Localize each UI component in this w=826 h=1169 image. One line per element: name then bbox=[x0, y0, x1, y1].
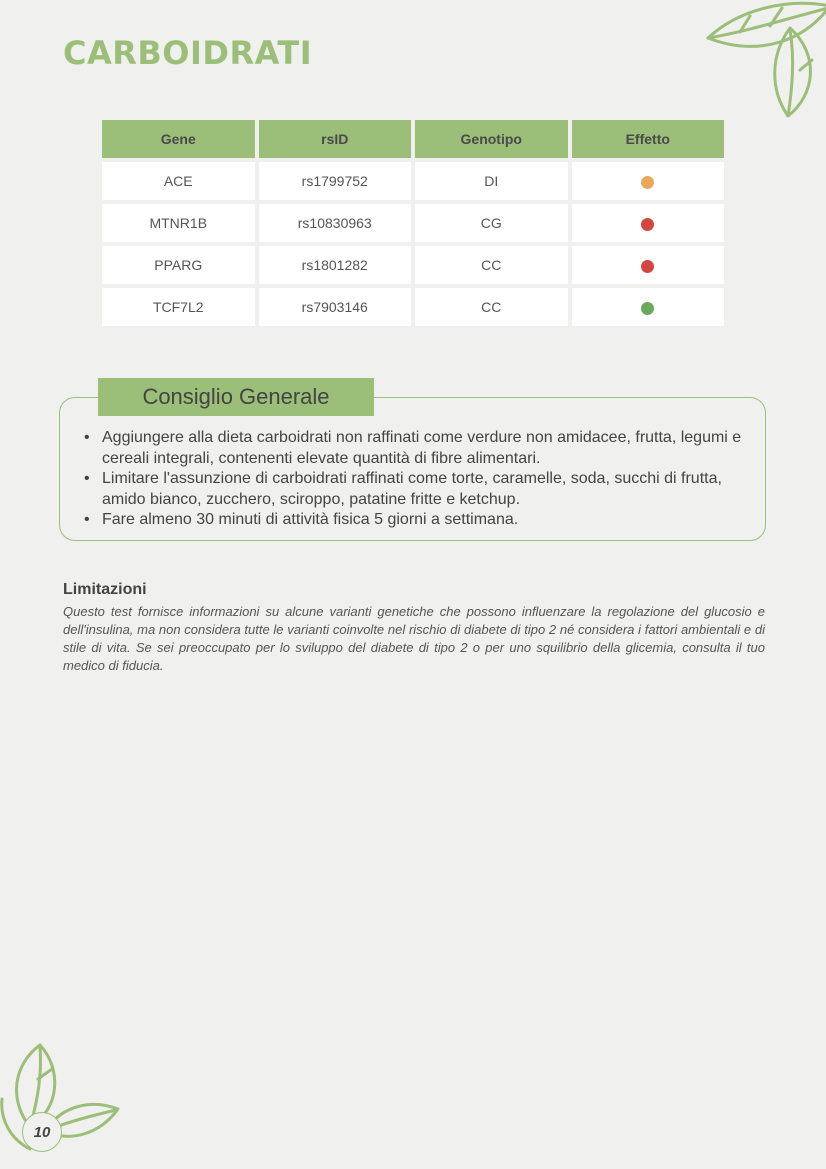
genotipo-cell: DI bbox=[415, 162, 568, 200]
rsid-cell: rs1801282 bbox=[259, 246, 412, 284]
table-header-row bbox=[102, 120, 724, 158]
rsid-cell: rs7903146 bbox=[259, 288, 412, 326]
gene-cell: PPARG bbox=[102, 246, 255, 284]
table-row bbox=[102, 162, 724, 200]
advice-item: • Fare almeno 30 minuti di attività fisica 5 giorni a settimana. bbox=[82, 510, 748, 531]
gene-cell: ACE bbox=[102, 162, 255, 200]
leaf-decoration-icon bbox=[0, 1039, 130, 1169]
table-row bbox=[102, 288, 724, 326]
gene-cell: TCF7L2 bbox=[102, 288, 255, 326]
effect-dot-icon bbox=[641, 176, 654, 189]
rsid-cell: rs10830963 bbox=[259, 204, 412, 242]
genotipo-cell: CG bbox=[415, 204, 568, 242]
effetto-cell bbox=[572, 162, 725, 200]
limitations-title: Limitazioni bbox=[63, 581, 147, 598]
column-header-gene: Gene bbox=[102, 120, 255, 158]
effect-dot-icon bbox=[641, 260, 654, 273]
effect-dot-icon bbox=[641, 302, 654, 315]
advice-item: • Aggiungere alla dieta carboidrati non raffinati come verdure non amidacee, frutta, legumi e cereali integrali, contenenti elevate quantità di fibre alimentari. bbox=[82, 428, 748, 469]
genotipo-cell: CC bbox=[415, 246, 568, 284]
leaf-decoration-icon bbox=[696, 0, 826, 125]
effetto-cell bbox=[572, 246, 725, 284]
effetto-cell bbox=[572, 288, 725, 326]
column-header-effetto: Effetto bbox=[572, 120, 725, 158]
page-title: CARBOIDRATI bbox=[63, 34, 313, 72]
page-number: 10 bbox=[22, 1112, 62, 1152]
column-header-rsid: rsID bbox=[259, 120, 412, 158]
effetto-cell bbox=[572, 204, 725, 242]
advice-list bbox=[82, 428, 748, 531]
column-header-genotipo: Genotipo bbox=[415, 120, 568, 158]
effect-dot-icon bbox=[641, 218, 654, 231]
table-row bbox=[102, 204, 724, 242]
gene-cell: MTNR1B bbox=[102, 204, 255, 242]
advice-title: Consiglio Generale bbox=[98, 378, 374, 416]
genotype-table bbox=[98, 116, 728, 330]
advice-item: • Limitare l'assunzione di carboidrati raffinati come torte, caramelle, soda, succhi di frutta, amido bianco, zucchero, sciroppo, patatine fritte e ketchup. bbox=[82, 469, 748, 510]
table-row bbox=[102, 246, 724, 284]
genotipo-cell: CC bbox=[415, 288, 568, 326]
limitations-text: Questo test fornisce informazioni su alcune varianti genetiche che possono influenzare la regolazione del glucosio e dell'insulina, ma non considera tutte le varianti coinvolte nel rischio di diabete di tipo 2 né considera i fattori ambientali e di stile di vita. Se sei preoccupato per lo sviluppo del diabete di tipo 2 o per uno squilibrio della glicemia, consulta il tuo medico di fiducia. bbox=[63, 604, 765, 673]
rsid-cell: rs1799752 bbox=[259, 162, 412, 200]
